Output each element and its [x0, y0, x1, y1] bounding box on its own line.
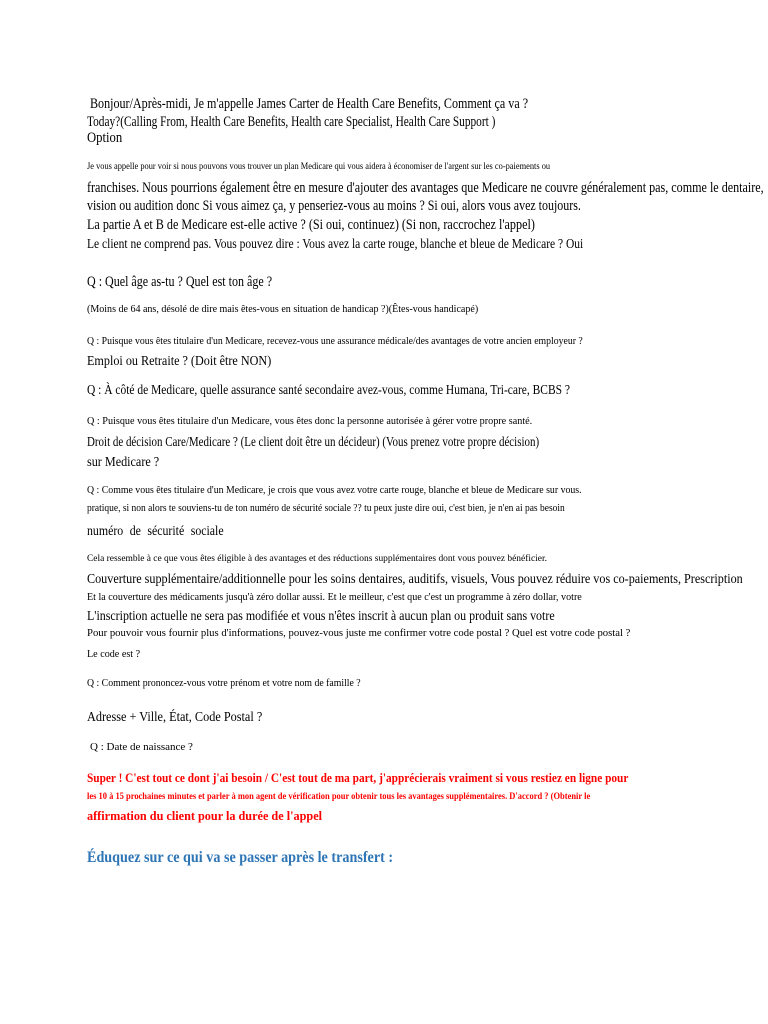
age-question: Q : Quel âge as-tu ? Quel est ton âge ?: [87, 274, 273, 290]
name-question: Q : Comment prononcez-vous votre prénom et votre nom de famille ?: [87, 678, 361, 689]
benefits-line-4: L'inscription actuelle ne sera pas modifiée et vous n'êtes inscrit à aucun plan ou produit sans votre: [87, 609, 555, 624]
secondary-insurance-question: Q : À côté de Medicare, quelle assurance santé secondaire avez-vous, comme Humana, Tri-care, BCBS ?: [87, 383, 570, 398]
benefits-line-3: Et la couverture des médicaments jusqu'à zéro dollar aussi. Et le meilleur, c'est que c'est un programme à zéro dollar, votre: [87, 592, 582, 603]
intro-small-line: Je vous appelle pour voir si nous pouvons vous trouver un plan Medicare qui vous aidera à économiser de l'argent sur les co-paiements ou: [87, 161, 551, 171]
benefits-line-2: Couverture supplémentaire/additionnelle pour les soins dentaires, auditifs, visuels, Vous pouvez réduire vos co-paiements, Prescription: [87, 572, 743, 587]
client-note: Le client ne comprend pas. Vous pouvez dire : Vous avez la carte rouge, blanche et bleue de Medicare ? Oui: [87, 236, 584, 251]
benefits-line-1: Cela ressemble à ce que vous êtes éligible à des avantages et des réductions supplémentaires dont vous pouvez bénéficier.: [87, 554, 547, 564]
transfer-heading: Éduquez sur ce qui va se passer après le transfert :: [87, 849, 394, 866]
address-question: Adresse + Ville, État, Code Postal ?: [87, 709, 263, 724]
age-note: (Moins de 64 ans, désolé de dire mais êtes-vous en situation de handicap ?)(Êtes-vous handicapé): [87, 304, 479, 315]
greeting-line-2: Today?(Calling From, Health Care Benefits, Health care Specialist, Health Care Support ): [87, 114, 496, 130]
employer-question: Q : Puisque vous êtes titulaire d'un Medicare, recevez-vous une assurance médicale/des avantages de votre ancien employeur ?: [87, 336, 583, 347]
decision-line-2: sur Medicare ?: [87, 454, 160, 469]
decision-line-1: Droit de décision Care/Medicare ? (Le client doit être un décideur) (Vous prenez votre propre décision): [87, 434, 540, 449]
ssn-line-2: pratique, si non alors te souviens-tu de ton numéro de sécurité sociale ?? tu peux juste dire oui, c'est bien, je n'en ai pas besoin: [87, 503, 565, 514]
ssn-line-3: numéro de sécurité sociale: [87, 523, 224, 538]
part-ab-question: La partie A et B de Medicare est-elle active ? (Si oui, continuez) (Si non, raccrochez l'appel): [87, 217, 535, 233]
decision-question: Q : Puisque vous êtes titulaire d'un Medicare, vous êtes donc la personne autorisée à gérer votre propre santé.: [87, 416, 533, 427]
greeting-line-1: Bonjour/Après-midi, Je m'appelle James Carter de Health Care Benefits, Comment ça va ?: [90, 96, 529, 112]
greeting-line-3: Option: [87, 130, 123, 146]
intro-line-1: franchises. Nous pourrions également être en mesure d'ajouter des avantages que Medicare ne couvre généralement pas, comme le dentaire,: [87, 180, 764, 196]
ssn-line-1: Q : Comme vous êtes titulaire d'un Medicare, je crois que vous avez votre carte rouge, blanche et bleue de Medicare sur vous.: [87, 485, 582, 496]
zip-question: Pour pouvoir vous fournir plus d'informations, pouvez-vous juste me confirmer votre code postal ? Quel est votre code postal ?: [87, 628, 631, 639]
employer-answer: Emploi ou Retraite ? (Doit être NON): [87, 354, 272, 369]
zip-line-2: Le code est ?: [87, 649, 141, 660]
closing-line-3: affirmation du client pour la durée de l'appel: [87, 808, 323, 823]
closing-line-2: les 10 à 15 prochaines minutes et parler à mon agent de vérification pour obtenir tous les avantages supplémentaires. D'accord ? (Obtenir le: [87, 791, 591, 801]
closing-line-1: Super ! C'est tout ce dont j'ai besoin / C'est tout de ma part, j'apprécierais vraiment si vous restiez en ligne pour: [87, 771, 629, 785]
intro-line-2: vision ou audition donc Si vous aimez ça, y penseriez-vous au moins ? Si oui, alors vous avez toujours.: [87, 198, 581, 214]
dob-question: Q : Date de naissance ?: [90, 741, 193, 753]
